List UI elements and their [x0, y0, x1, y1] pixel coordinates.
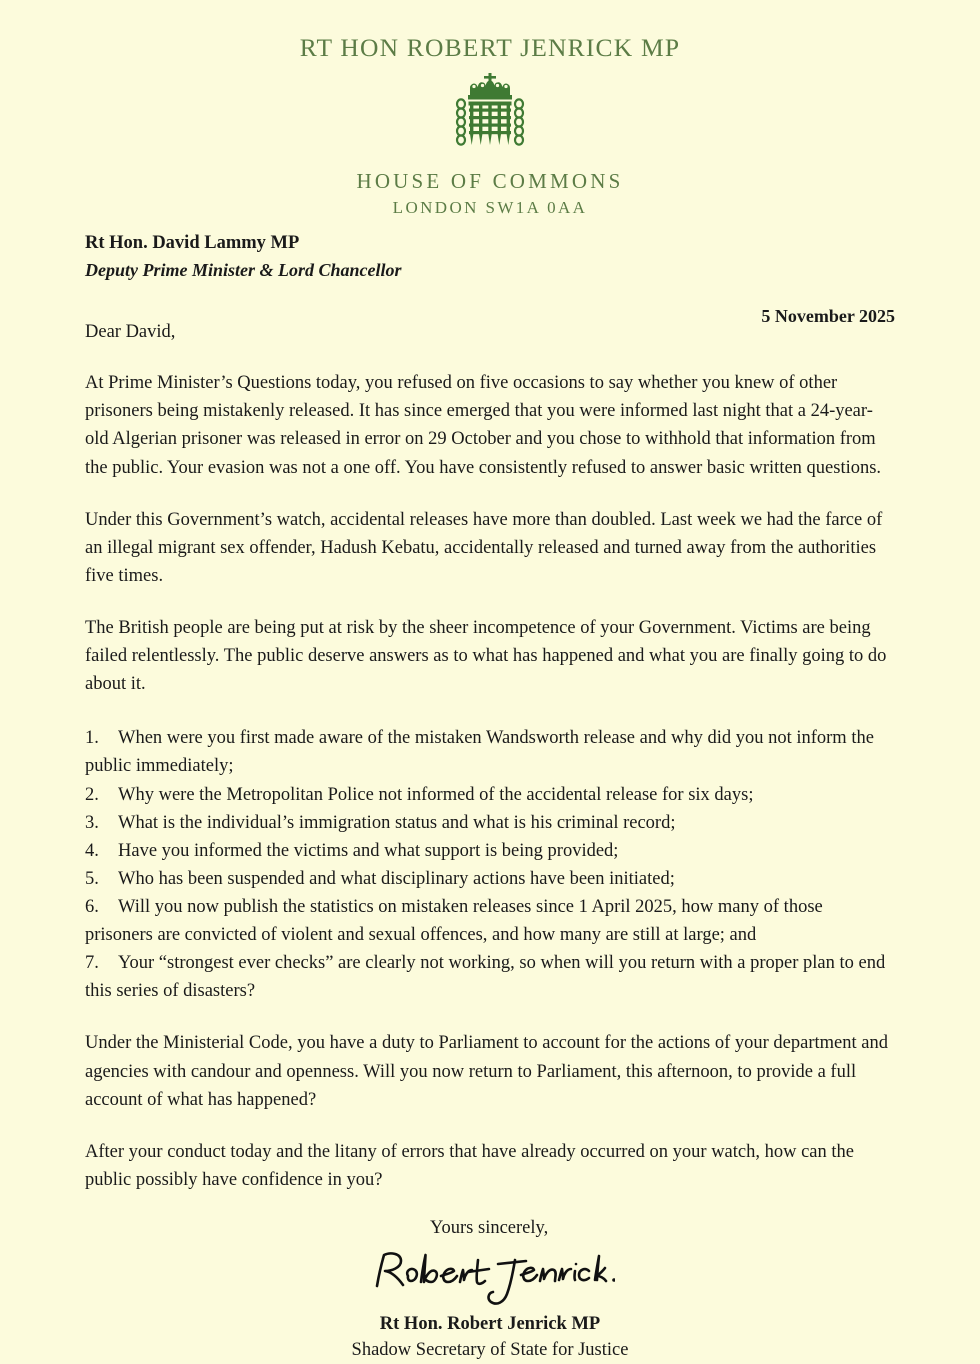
sign-off: Yours sincerely,	[430, 1217, 549, 1238]
signature-block	[85, 1244, 895, 1364]
handwritten-signature-icon	[365, 1244, 615, 1310]
list-item	[85, 865, 895, 893]
body-paragraph: After your conduct today and the litany of errors that have already occurred on your watch, how can the public possibly have confidence in you?	[85, 1141, 854, 1190]
list-item-text: What is the individual’s immigration status and what is his criminal record;	[118, 812, 676, 833]
questions-list	[85, 724, 895, 1005]
recipient-block	[85, 230, 895, 283]
list-item	[85, 949, 895, 1005]
list-item-number: 3.	[85, 812, 99, 833]
signatory-name: Rt Hon. Robert Jenrick MP	[379, 1313, 601, 1334]
list-item	[85, 781, 895, 809]
list-item-number: 4.	[85, 840, 99, 861]
letter-date: 5 November 2025	[761, 305, 895, 326]
list-item-number: 5.	[85, 868, 99, 889]
list-item	[85, 809, 895, 837]
list-item-number: 2.	[85, 784, 99, 805]
recipient-title: Deputy Prime Minister & Lord Chancellor	[85, 259, 402, 280]
list-item-text: Who has been suspended and what disciplinary actions have been initiated;	[118, 868, 675, 889]
letterhead-address: LONDON SW1A 0AA	[392, 198, 588, 218]
salutation: Dear David,	[85, 322, 176, 343]
crowned-portcullis-icon	[448, 73, 532, 155]
letterhead	[85, 0, 895, 218]
list-item-number: 7.	[85, 953, 99, 974]
letterhead-name: RT HON ROBERT JENRICK MP	[299, 33, 681, 62]
signatory-role: Shadow Secretary of State for Justice	[351, 1339, 629, 1360]
list-item-number: 6.	[85, 896, 99, 917]
body-paragraph: Under the Ministerial Code, you have a duty to Parliament to account for the actions of your department and agencies with candour and openness. Will you now return to Parliament, this afternoon, to provide a full account of what has happened?	[85, 1033, 888, 1110]
list-item-number: 1.	[85, 728, 99, 749]
body-paragraph: The British people are being put at risk by the sheer incompetence of your Government. Victims are being failed relentlessly. The public deserve answers as to what has happened and what you are finally going to do about it.	[85, 617, 887, 695]
body-paragraph: At Prime Minister’s Questions today, you refused on five occasions to say whether you knew of other prisoners being mistakenly released. It has since emerged that you were informed last night that a 24-year-old Algerian prisoner was released in error on 29 October and you chose to withhold that information from the public. Your evasion was not a one off. You have consistently refused to answer basic written questions.	[85, 373, 882, 478]
list-item	[85, 724, 895, 780]
letterhead-house: HOUSE OF COMMONS	[356, 169, 624, 194]
list-item-text: Have you informed the victims and what support is being provided;	[118, 840, 619, 861]
list-item-text: When were you first made aware of the mistaken Wandsworth release and why did you not inform the public immediately;	[85, 728, 874, 777]
list-item	[85, 893, 895, 949]
list-item-text: Will you now publish the statistics on mistaken releases since 1 April 2025, how many of those prisoners are convicted of violent and sexual offences, and how many are still at large; and	[85, 896, 823, 946]
list-item	[85, 837, 895, 865]
body-paragraph: Under this Government’s watch, accidental releases have more than doubled. Last week we had the farce of an illegal migrant sex offender, Hadush Kebatu, accidentally released and turned away from the authorities five times.	[85, 509, 883, 586]
recipient-name: Rt Hon. David Lammy MP	[85, 232, 300, 253]
list-item-text: Why were the Metropolitan Police not informed of the accidental release for six days;	[118, 784, 754, 805]
list-item-text: Your “strongest ever checks” are clearly not working, so when will you return with a proper plan to end this series of disasters?	[85, 953, 886, 1002]
